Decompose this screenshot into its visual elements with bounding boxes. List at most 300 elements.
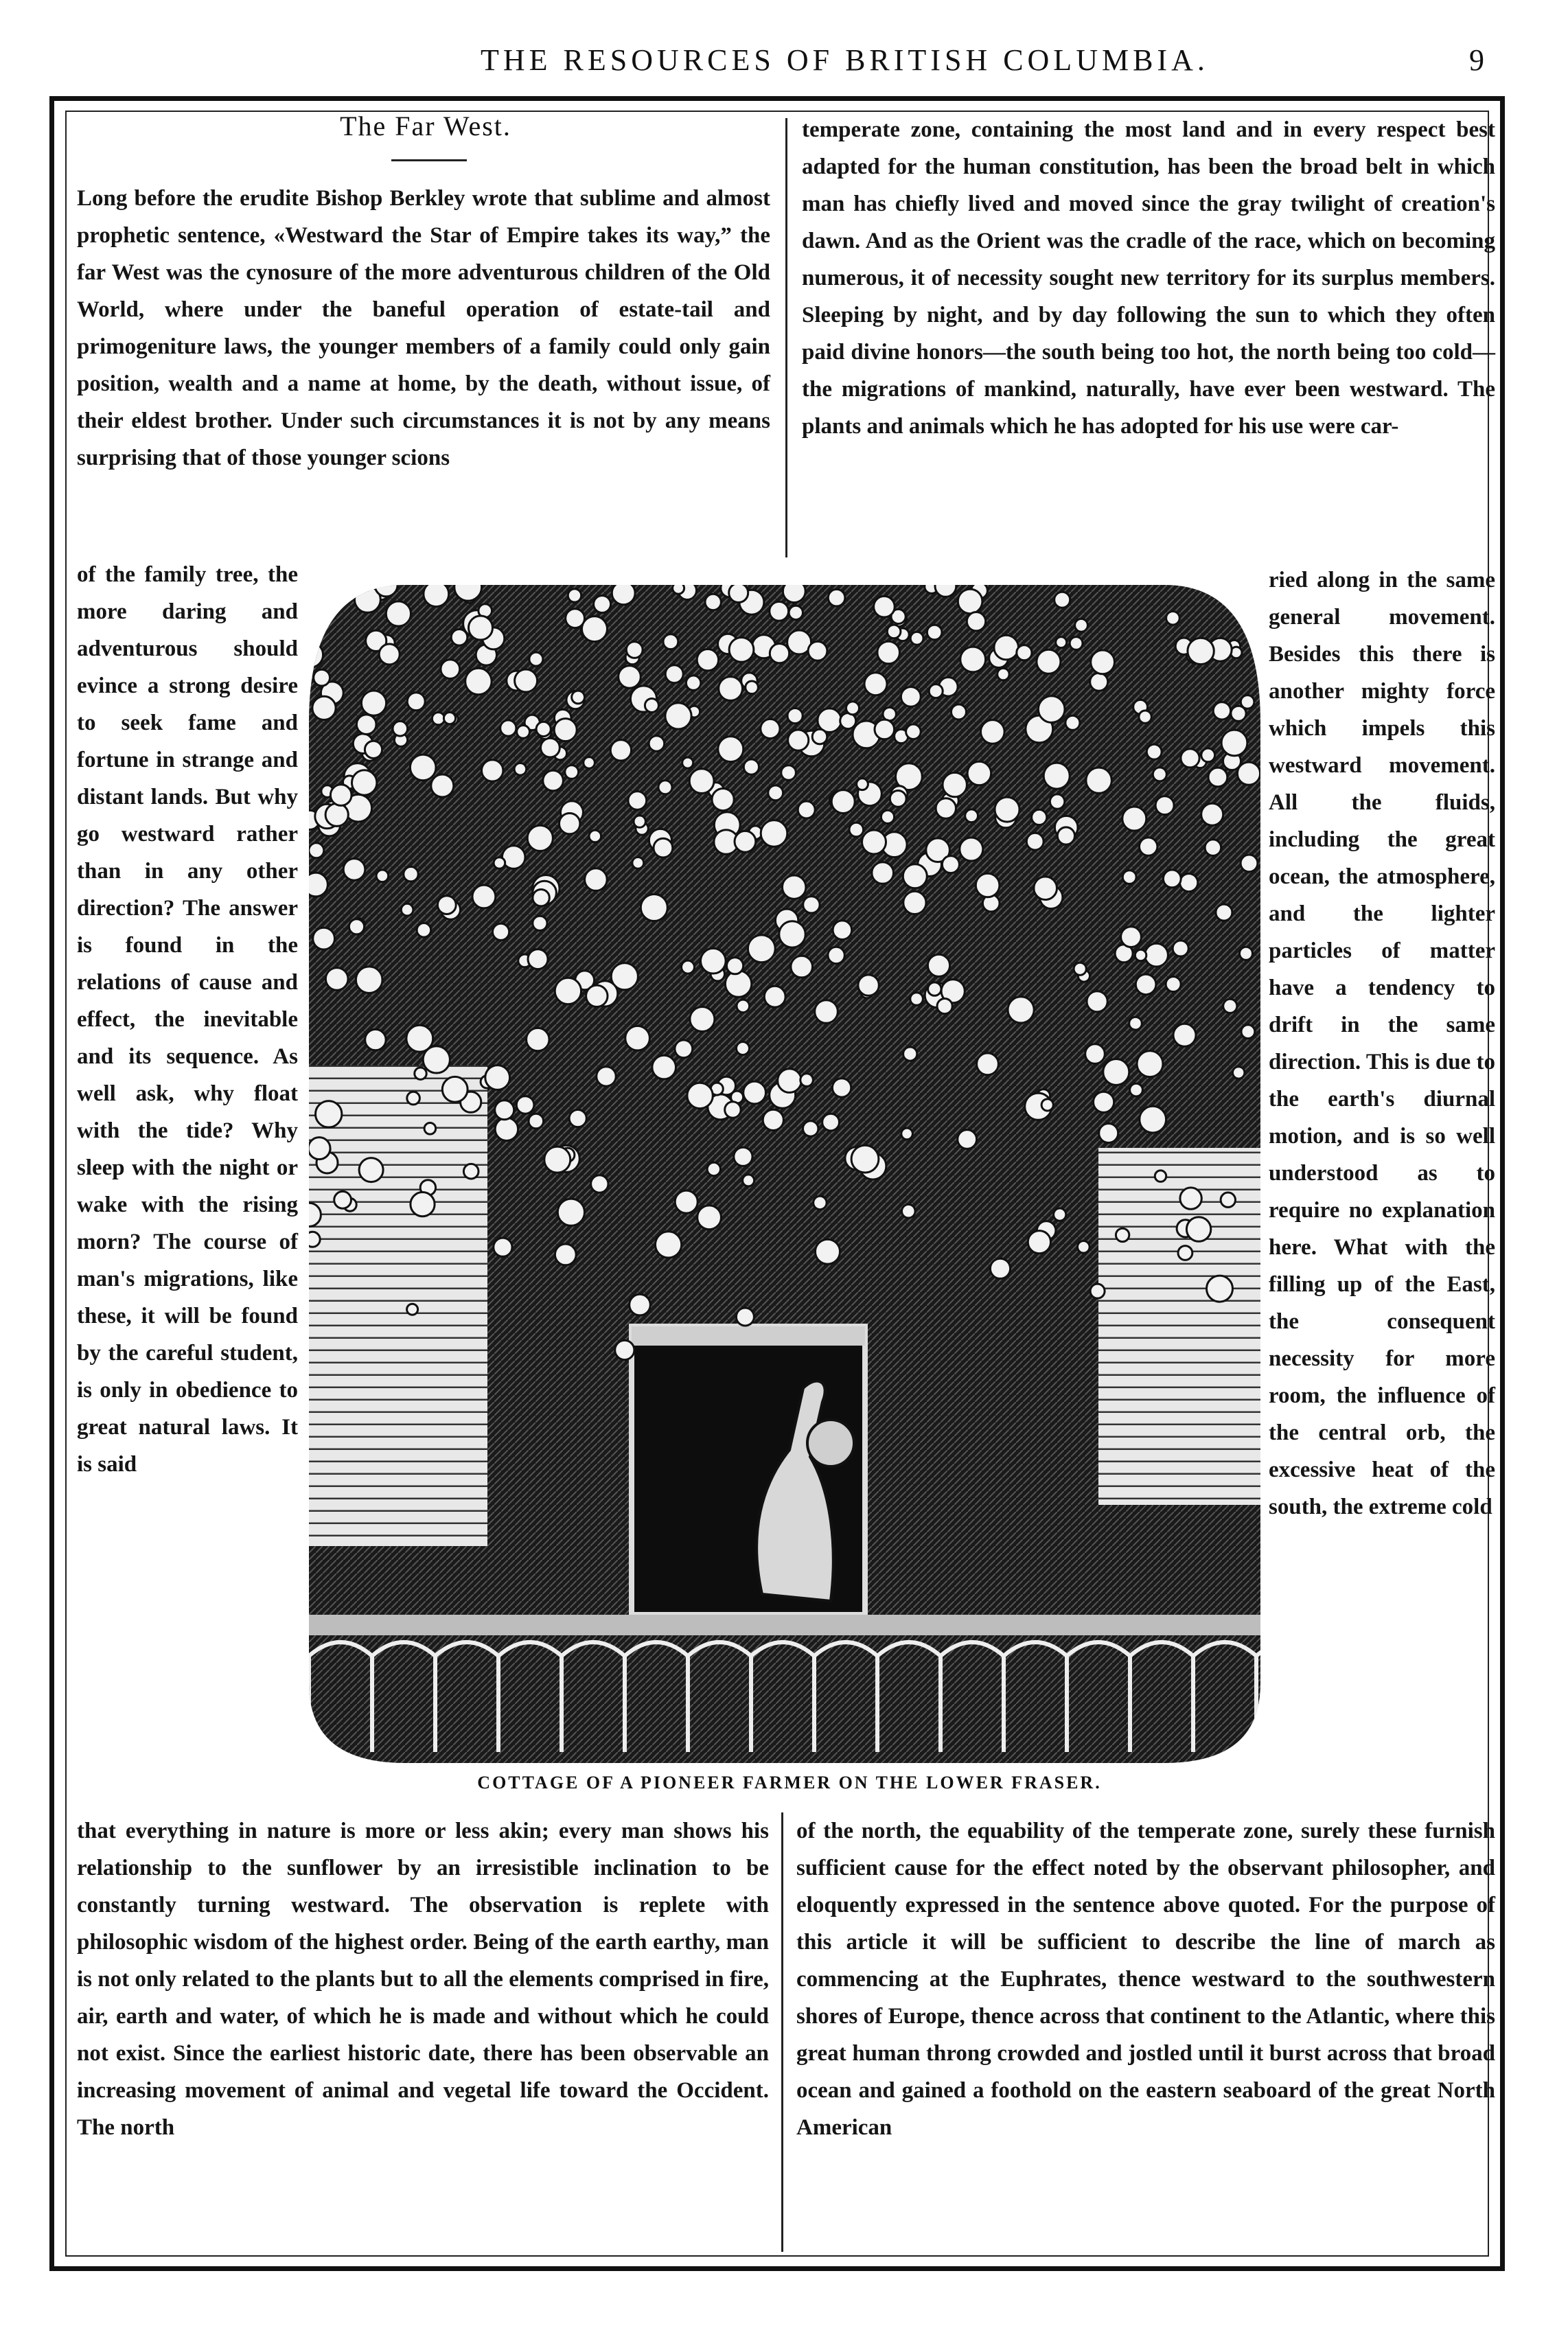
rose-blossom xyxy=(401,903,413,916)
rose-blossom xyxy=(1178,1246,1192,1260)
rose-blossom xyxy=(1166,612,1180,625)
rose-blossom xyxy=(743,759,759,774)
rose-blossom xyxy=(1186,1217,1210,1241)
left-column-narrow-text: of the family tree, the more daring and adventurous should evince a strong desire to seek fame and fortune in strange and distant lands. But why go westward rather than in any other direction? The answer is found in the relations of cause and effect, the inevitable and its sequence. As well ask, why float with the tide? Why sleep with the night or wake with the rising morn? The course of man's migrations, like these, it will be found by the careful student, is only in obedience to great natural laws. It is said xyxy=(77,562,298,1477)
rose-blossom xyxy=(1205,585,1221,594)
rose-blossom xyxy=(309,843,324,858)
rose-blossom xyxy=(313,928,335,949)
rose-blossom xyxy=(877,641,900,664)
rose-blossom xyxy=(1085,1044,1105,1064)
rose-blossom xyxy=(1087,991,1107,1012)
rose-blossom xyxy=(309,873,327,897)
rose-blossom xyxy=(998,668,1009,680)
rose-blossom xyxy=(572,691,585,704)
rose-blossom xyxy=(1181,749,1199,768)
right-column-bottom xyxy=(796,1812,1495,2146)
rose-blossom xyxy=(597,1067,616,1086)
rose-blossom xyxy=(729,585,748,603)
rose-blossom xyxy=(1241,695,1254,709)
rose-blossom xyxy=(1054,1208,1066,1221)
rose-blossom xyxy=(875,719,895,739)
rose-blossom xyxy=(779,921,805,947)
rose-blossom xyxy=(582,617,608,642)
rose-blossom xyxy=(965,809,978,822)
rose-blossom xyxy=(846,702,860,715)
rose-blossom xyxy=(1140,1106,1166,1133)
rose-blossom xyxy=(682,960,695,974)
rose-blossom xyxy=(610,740,631,761)
rose-blossom xyxy=(411,1193,435,1217)
rose-blossom xyxy=(808,641,827,660)
rose-blossom xyxy=(903,864,927,888)
rose-blossom xyxy=(1221,730,1247,756)
rose-blossom xyxy=(814,1196,827,1209)
rose-blossom xyxy=(1135,949,1146,960)
rose-blossom xyxy=(903,891,926,914)
rose-blossom xyxy=(929,684,943,698)
rose-blossom xyxy=(632,857,644,869)
rose-blossom xyxy=(407,1304,418,1315)
rose-blossom xyxy=(386,601,411,626)
rose-blossom xyxy=(789,606,803,619)
rose-blossom xyxy=(952,704,967,719)
rose-blossom xyxy=(630,1294,651,1315)
rose-blossom xyxy=(1074,963,1086,975)
rose-blossom xyxy=(663,634,678,649)
rose-blossom xyxy=(325,968,348,991)
rose-blossom xyxy=(851,1145,879,1173)
left-column-top xyxy=(77,180,770,476)
rose-blossom xyxy=(1129,1017,1142,1030)
rose-blossom xyxy=(1099,1124,1118,1143)
rose-blossom xyxy=(872,862,894,884)
rose-blossom xyxy=(555,1244,576,1265)
rose-blossom xyxy=(533,890,549,906)
rose-blossom xyxy=(858,975,879,995)
rose-blossom xyxy=(1116,1228,1129,1241)
rose-blossom xyxy=(935,585,956,597)
rose-blossom xyxy=(665,703,691,729)
rose-blossom xyxy=(314,669,330,686)
rose-blossom xyxy=(832,1079,851,1097)
rose-blossom xyxy=(725,1102,741,1118)
rose-blossom xyxy=(482,760,503,781)
rose-blossom xyxy=(1078,1241,1090,1254)
rose-blossom xyxy=(864,673,887,695)
rose-blossom xyxy=(1090,1284,1105,1298)
rose-blossom xyxy=(770,644,789,663)
left-column-bottom-text: that everything in nature is more or less akin; every man shows his relationship to the sunflower by an irresistible inclination to be constantly turning westward. The observation is replete with philosophic wisdom of the highest order. Being of the earth earthy, man is not only related to the plants but to all the elements comprised in fire, air, earth and water, of which he is made and without which he could not exist. Since the earliest historic date, there has been observable an increasing movement of animal and vegetal life toward the Occident. The north xyxy=(77,1819,769,2140)
rose-blossom xyxy=(641,895,667,921)
rose-blossom xyxy=(778,1069,802,1093)
rose-blossom xyxy=(407,1092,420,1105)
rose-blossom xyxy=(1237,762,1260,785)
rose-blossom xyxy=(783,585,805,603)
rose-blossom xyxy=(712,789,734,811)
rose-blossom xyxy=(1075,619,1088,632)
rose-blossom xyxy=(569,1109,586,1127)
column-divider-top xyxy=(785,118,787,557)
rose-blossom xyxy=(682,757,693,768)
rose-blossom xyxy=(936,798,956,818)
rose-blossom xyxy=(555,978,581,1004)
rose-blossom xyxy=(1017,645,1032,660)
article-title: The Far West. xyxy=(340,111,511,141)
rose-blossom xyxy=(800,1074,814,1087)
rose-blossom xyxy=(379,644,400,665)
rose-blossom xyxy=(701,948,726,974)
rose-blossom xyxy=(1032,809,1047,825)
rose-blossom xyxy=(902,1204,916,1218)
rose-blossom xyxy=(529,1114,544,1129)
rose-blossom xyxy=(431,774,454,797)
rose-blossom xyxy=(958,1130,977,1149)
rose-blossom xyxy=(568,589,581,602)
rose-blossom xyxy=(736,1308,754,1326)
rose-blossom xyxy=(707,1162,720,1175)
rose-blossom xyxy=(937,999,952,1014)
rose-blossom xyxy=(615,1340,634,1359)
rose-blossom xyxy=(658,781,672,794)
rose-blossom xyxy=(527,1028,549,1050)
rose-blossom xyxy=(645,699,658,713)
rose-blossom xyxy=(352,770,377,795)
rose-blossom xyxy=(763,1109,783,1130)
rose-blossom xyxy=(585,868,608,891)
rose-blossom xyxy=(675,1040,693,1058)
rose-blossom xyxy=(743,1175,754,1186)
rose-blossom xyxy=(1103,1059,1129,1085)
rose-blossom xyxy=(1090,673,1108,691)
rose-blossom xyxy=(1008,997,1034,1023)
rose-blossom xyxy=(906,724,921,739)
rose-blossom xyxy=(803,897,820,913)
rose-blossom xyxy=(441,660,460,679)
rose-blossom xyxy=(1188,638,1214,664)
rose-blossom xyxy=(437,896,456,914)
rose-blossom xyxy=(927,954,949,976)
rose-blossom xyxy=(977,1053,999,1075)
rose-blossom xyxy=(734,1147,752,1166)
rose-blossom xyxy=(404,867,418,882)
rose-blossom xyxy=(612,585,635,605)
rose-blossom xyxy=(1173,1024,1196,1046)
rose-blossom xyxy=(1137,1051,1163,1077)
rose-blossom xyxy=(928,982,941,995)
rose-blossom xyxy=(787,709,803,724)
rose-blossom xyxy=(735,831,756,852)
rose-blossom xyxy=(1233,1067,1245,1079)
rose-blossom xyxy=(365,741,382,758)
rose-blossom xyxy=(1166,977,1181,992)
rose-blossom xyxy=(536,722,551,736)
rose-blossom xyxy=(1065,715,1080,730)
rose-blossom xyxy=(325,803,348,826)
rose-blossom xyxy=(316,1101,342,1127)
rose-blossom xyxy=(746,681,759,694)
rose-blossom xyxy=(529,652,543,666)
rose-blossom xyxy=(1221,1193,1235,1207)
rose-blossom xyxy=(828,947,844,963)
rose-blossom xyxy=(901,687,921,707)
right-column-bottom-text: of the north, the equability of the temperate zone, surely these furnish sufficient cause for the effect noted by the observant philosopher, and eloquently expressed in the sentence above quoted. For the purpose of this article it will be sufficient to describe the line of march as commencing at the Euphrates, thence westward to the southwestern shores of Europe, thence across that continent to the Atlantic, where this great human throng crowded and jostled until it burst across that broad ocean and gained a foothold on the eastern seaboard of the great North American xyxy=(796,1819,1495,2140)
rose-blossom xyxy=(781,765,796,781)
rose-blossom xyxy=(432,713,444,725)
rose-blossom xyxy=(1037,649,1061,673)
rose-blossom xyxy=(1070,637,1083,650)
running-head xyxy=(0,43,1568,84)
rose-blossom xyxy=(1130,1083,1143,1096)
rose-blossom xyxy=(1208,768,1227,787)
rose-blossom xyxy=(625,1026,650,1050)
rose-blossom xyxy=(407,693,425,711)
rose-blossom xyxy=(634,816,645,827)
rose-blossom xyxy=(910,993,923,1006)
title-rule xyxy=(391,159,467,161)
rose-blossom xyxy=(1026,833,1044,850)
house-siding-left xyxy=(309,1065,487,1546)
rose-blossom xyxy=(833,921,852,940)
left-column-bottom xyxy=(77,1812,769,2146)
rose-blossom xyxy=(393,722,408,737)
rose-blossom xyxy=(960,838,983,861)
rose-blossom xyxy=(1094,1092,1114,1112)
rose-blossom xyxy=(516,1096,534,1114)
rose-blossom xyxy=(528,949,548,969)
rose-blossom xyxy=(424,585,449,607)
rose-blossom xyxy=(591,1175,608,1193)
rose-blossom xyxy=(994,635,1019,660)
rose-blossom xyxy=(334,1191,351,1208)
rose-blossom xyxy=(533,916,547,930)
rose-blossom xyxy=(1180,1188,1201,1209)
rose-blossom xyxy=(1180,874,1198,892)
rose-blossom xyxy=(472,885,496,908)
rose-blossom xyxy=(874,596,895,617)
rose-blossom xyxy=(349,919,364,934)
column-divider-bottom xyxy=(781,1812,783,2252)
rose-blossom xyxy=(675,1190,697,1213)
rose-blossom xyxy=(1223,999,1237,1013)
rose-blossom xyxy=(967,612,985,631)
rose-blossom xyxy=(1213,702,1230,719)
rose-blossom xyxy=(943,772,967,796)
rose-blossom xyxy=(697,649,718,671)
rose-blossom xyxy=(1230,585,1251,597)
rose-blossom xyxy=(942,856,959,873)
rose-blossom xyxy=(1155,796,1174,815)
rose-blossom xyxy=(1121,927,1142,947)
rose-blossom xyxy=(560,814,580,834)
right-column-top-text: temperate zone, containing the most land and in every respect best adapted for the human constitution, has been the broad belt in which man has chiefly lived and moved since the gray twilight of creation's dawn. And as the Orient was the cradle of the race, which on becoming numerous, it of necessity sought new territory for its surplus members. Sleeping by night, and by day following the sun to which they often paid divine honors—the south being too hot, the north being too cold—the migrations of mankind, naturally, have ever been westward. The plants and animals which he has adopted for his use were car- xyxy=(802,117,1495,439)
rose-blossom xyxy=(890,791,906,807)
rose-blossom xyxy=(862,830,886,854)
rose-blossom xyxy=(783,875,806,899)
rose-blossom xyxy=(1241,855,1258,872)
rose-blossom xyxy=(463,1164,479,1179)
rose-blossom xyxy=(725,971,751,997)
rose-blossom xyxy=(1216,904,1232,921)
rose-blossom xyxy=(442,1076,468,1102)
rose-blossom xyxy=(1201,748,1215,762)
rose-blossom xyxy=(697,1206,722,1230)
rose-blossom xyxy=(415,1068,426,1079)
rose-blossom xyxy=(901,1128,913,1140)
rose-blossom xyxy=(798,801,815,818)
illustration-caption: COTTAGE OF A PIONEER FARMER ON THE LOWER FRASER. xyxy=(477,1773,1102,1793)
rose-blossom xyxy=(686,676,700,690)
rose-blossom xyxy=(815,1000,838,1024)
rose-blossom xyxy=(761,820,787,847)
rose-blossom xyxy=(417,923,431,938)
rose-blossom xyxy=(1041,1099,1053,1111)
rose-blossom xyxy=(1086,768,1111,793)
rose-blossom xyxy=(495,1101,514,1120)
right-column-narrow-text: ried along in the same general movement. Besides this there is another mighty force which impels this westward movement. All the fluids, including the great ocean, the atmosphere, and the lighter particles of matter have a tendency to drift in the same direction. This is due to the earth's diurnal motion, and is so well understood as to require no explanation here. What with the filling up of the East, the consequent necessity for more room, the influence of the central orb, the excessive heat of the south, the extreme cold xyxy=(1269,568,1495,1519)
rose-blossom xyxy=(1044,763,1070,789)
page-number: 9 xyxy=(1469,43,1484,77)
rose-blossom xyxy=(748,935,775,963)
rose-blossom xyxy=(589,830,601,842)
rose-blossom xyxy=(330,785,351,806)
rose-blossom xyxy=(990,1258,1010,1278)
rose-blossom xyxy=(517,726,530,739)
rose-blossom xyxy=(791,956,813,978)
rose-blossom xyxy=(689,769,714,794)
rose-blossom xyxy=(1207,1276,1233,1302)
rose-blossom xyxy=(764,986,785,1007)
rose-blossom xyxy=(1241,1025,1255,1039)
rose-blossom xyxy=(594,596,611,613)
rose-blossom xyxy=(527,825,553,851)
rose-blossom xyxy=(705,594,721,610)
rose-blossom xyxy=(544,1147,570,1173)
rose-blossom xyxy=(803,1121,818,1136)
rose-blossom xyxy=(359,1158,383,1182)
rose-blossom xyxy=(485,1065,510,1090)
rose-blossom xyxy=(816,1239,840,1264)
rose-blossom xyxy=(376,870,389,882)
rose-blossom xyxy=(500,720,516,736)
rose-blossom xyxy=(1173,941,1188,956)
cottage-illustration xyxy=(309,585,1260,1763)
rose-blossom xyxy=(495,1118,518,1140)
rose-blossom xyxy=(812,729,827,744)
rose-blossom xyxy=(469,616,493,640)
woman-head xyxy=(807,1420,854,1466)
rose-blossom xyxy=(1240,947,1253,960)
rose-blossom xyxy=(831,790,855,814)
rose-blossom xyxy=(1050,794,1064,809)
rose-blossom xyxy=(361,691,386,715)
rose-blossom xyxy=(654,838,673,857)
rose-blossom xyxy=(626,642,643,658)
rose-blossom xyxy=(887,625,901,638)
rose-blossom xyxy=(652,1055,676,1079)
rose-blossom xyxy=(356,715,376,735)
rose-blossom xyxy=(493,923,509,940)
rose-blossom xyxy=(768,785,783,800)
rose-blossom xyxy=(543,770,564,791)
rose-blossom xyxy=(1155,1171,1166,1182)
right-column-narrow xyxy=(1269,562,1495,1525)
rose-blossom xyxy=(554,719,577,741)
rose-blossom xyxy=(967,761,991,785)
rose-blossom xyxy=(1146,744,1162,759)
rose-blossom xyxy=(727,958,743,974)
rose-blossom xyxy=(960,647,986,672)
rose-blossom xyxy=(365,1029,386,1050)
rose-blossom xyxy=(424,1123,436,1135)
rose-blossom xyxy=(981,720,1005,744)
rose-blossom xyxy=(737,1042,750,1055)
rose-blossom xyxy=(1205,840,1221,856)
rose-blossom xyxy=(687,1083,713,1108)
rose-blossom xyxy=(1139,711,1151,723)
rose-blossom xyxy=(1153,768,1166,781)
rose-blossom xyxy=(1140,838,1157,855)
rose-blossom xyxy=(770,601,789,621)
right-column-top xyxy=(802,111,1495,445)
rose-blossom xyxy=(995,797,1019,822)
rose-blossom xyxy=(1091,650,1115,674)
rose-blossom xyxy=(586,985,608,1006)
rose-blossom xyxy=(1122,871,1136,884)
porch-rail xyxy=(309,1615,1260,1635)
left-column-narrow xyxy=(77,556,298,1483)
rose-blossom xyxy=(690,1007,715,1032)
rose-blossom xyxy=(443,713,455,724)
rose-blossom xyxy=(1054,592,1070,608)
rose-blossom xyxy=(309,1138,330,1160)
rose-blossom xyxy=(822,1114,840,1131)
rose-blossom xyxy=(1163,870,1181,888)
rose-blossom xyxy=(1145,943,1168,967)
rose-blossom xyxy=(761,719,780,738)
rose-blossom xyxy=(309,1232,320,1247)
rose-blossom xyxy=(718,737,743,762)
rose-blossom xyxy=(788,730,809,750)
rose-blossom xyxy=(649,736,665,752)
rose-blossom xyxy=(903,1047,917,1061)
rose-blossom xyxy=(541,738,560,757)
rose-blossom xyxy=(958,589,982,614)
left-column-top-text: Long before the erudite Bishop Berkley wrote that sublime and almost prophetic sentence, «Westward the Star of Empire takes its way,” the far West was the cynosure of the more adventurous children of the Old World, where under the baneful operation of estate-tail and primogeniture laws, the younger members of a family could only gain position, wealth and a name at home, by the death, without issue, of their eldest brother. Under such circumstances it is not by any means surprising that of those younger scions xyxy=(77,186,770,470)
rose-blossom xyxy=(465,668,492,694)
rose-blossom xyxy=(1201,803,1223,825)
rose-blossom xyxy=(1038,696,1065,723)
rose-blossom xyxy=(628,792,647,810)
rose-blossom xyxy=(737,1000,750,1013)
rose-blossom xyxy=(673,585,684,594)
rose-blossom xyxy=(514,763,527,776)
rose-blossom xyxy=(343,859,365,881)
rose-blossom xyxy=(1056,637,1067,648)
rose-blossom xyxy=(828,589,845,606)
rose-blossom xyxy=(565,765,579,779)
rose-blossom xyxy=(743,1081,766,1104)
rose-blossom xyxy=(584,757,595,769)
rose-blossom xyxy=(927,625,942,640)
rose-blossom xyxy=(1135,974,1156,995)
rose-blossom xyxy=(410,754,436,781)
rose-blossom xyxy=(494,1238,512,1256)
rose-blossom xyxy=(557,1199,584,1225)
rose-blossom xyxy=(881,810,894,823)
rose-blossom xyxy=(656,1232,682,1258)
rose-blossom xyxy=(1028,1231,1050,1254)
rose-blossom xyxy=(976,873,1000,897)
